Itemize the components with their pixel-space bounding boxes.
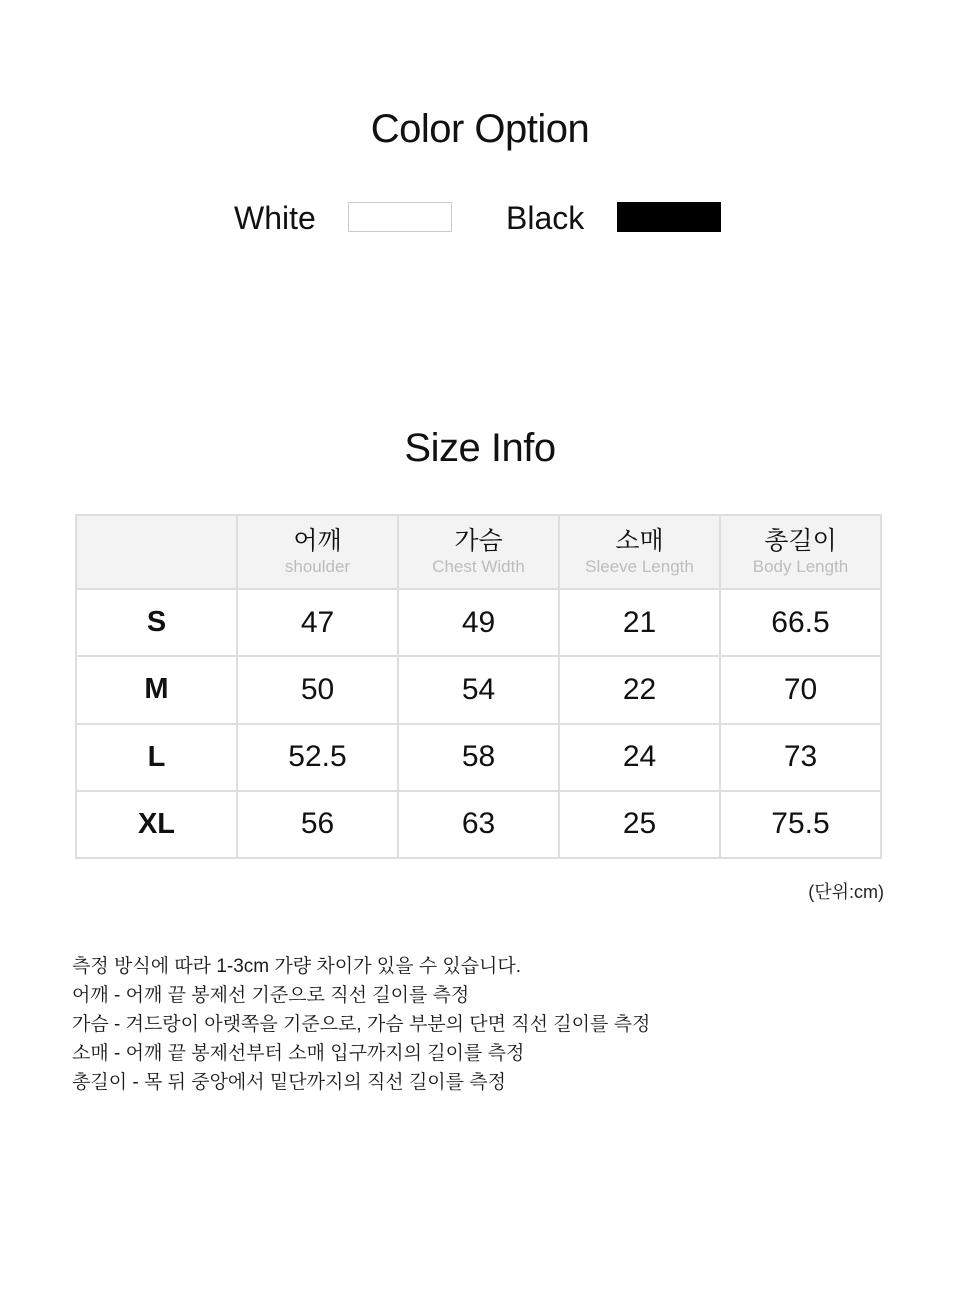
header-label-en: Sleeve Length (585, 557, 694, 576)
size-row-l (76, 724, 881, 791)
header-label-ko: 총길이 (764, 527, 837, 555)
measurement-notes (72, 952, 892, 1097)
chest-value: 63 (398, 791, 559, 858)
note-line: 어깨 - 어깨 끝 봉제선 기준으로 직선 길이를 측정 (72, 985, 470, 1006)
body-length-value: 75.5 (720, 791, 881, 858)
shoulder-value: 52.5 (237, 724, 398, 791)
color-options (0, 198, 960, 238)
unit-note: (단위:cm) (808, 882, 884, 902)
header-sleeve (559, 515, 720, 589)
size-row-xl (76, 791, 881, 858)
color-swatch-white (348, 202, 452, 232)
chest-value: 54 (398, 656, 559, 723)
header-label-en: shoulder (284, 557, 351, 576)
size-label: L (76, 724, 237, 791)
note-line: 소매 - 어깨 끝 봉제선부터 소매 입구까지의 길이를 측정 (72, 1043, 525, 1064)
size-label: XL (76, 791, 237, 858)
size-label: M (76, 656, 237, 723)
size-row-m (76, 656, 881, 723)
header-corner-cell (76, 515, 237, 589)
header-label-en: Body Length (752, 557, 849, 576)
sleeve-value: 21 (559, 589, 720, 656)
size-label: S (76, 589, 237, 656)
header-chest (398, 515, 559, 589)
color-name-black: Black (506, 200, 585, 236)
sleeve-value: 22 (559, 656, 720, 723)
color-swatch-black (617, 202, 721, 232)
note-line: 총길이 - 목 뒤 중앙에서 밑단까지의 직선 길이를 측정 (72, 1072, 506, 1093)
body-length-value: 66.5 (720, 589, 881, 656)
sleeve-value: 25 (559, 791, 720, 858)
body-length-value: 73 (720, 724, 881, 791)
header-label-ko: 어깨 (293, 527, 342, 555)
header-label-ko: 소매 (615, 527, 664, 555)
shoulder-value: 56 (237, 791, 398, 858)
size-info-title: Size Info (404, 426, 556, 470)
header-shoulder (237, 515, 398, 589)
size-row-s (76, 589, 881, 656)
body-length-value: 70 (720, 656, 881, 723)
color-option-title: Color Option (370, 107, 590, 151)
shoulder-value: 47 (237, 589, 398, 656)
size-table-header-row (76, 515, 881, 589)
header-label-en: Chest Width (432, 557, 525, 576)
size-table (75, 514, 882, 859)
note-line: 측정 방식에 따라 1-3cm 가량 차이가 있을 수 있습니다. (72, 956, 522, 977)
chest-value: 58 (398, 724, 559, 791)
header-body-length (720, 515, 881, 589)
sleeve-value: 24 (559, 724, 720, 791)
note-line: 가슴 - 겨드랑이 아랫쪽을 기준으로, 가슴 부분의 단면 직선 길이를 측정 (72, 1014, 651, 1035)
shoulder-value: 50 (237, 656, 398, 723)
color-name-white: White (234, 200, 316, 236)
header-label-ko: 가슴 (454, 527, 503, 555)
chest-value: 49 (398, 589, 559, 656)
